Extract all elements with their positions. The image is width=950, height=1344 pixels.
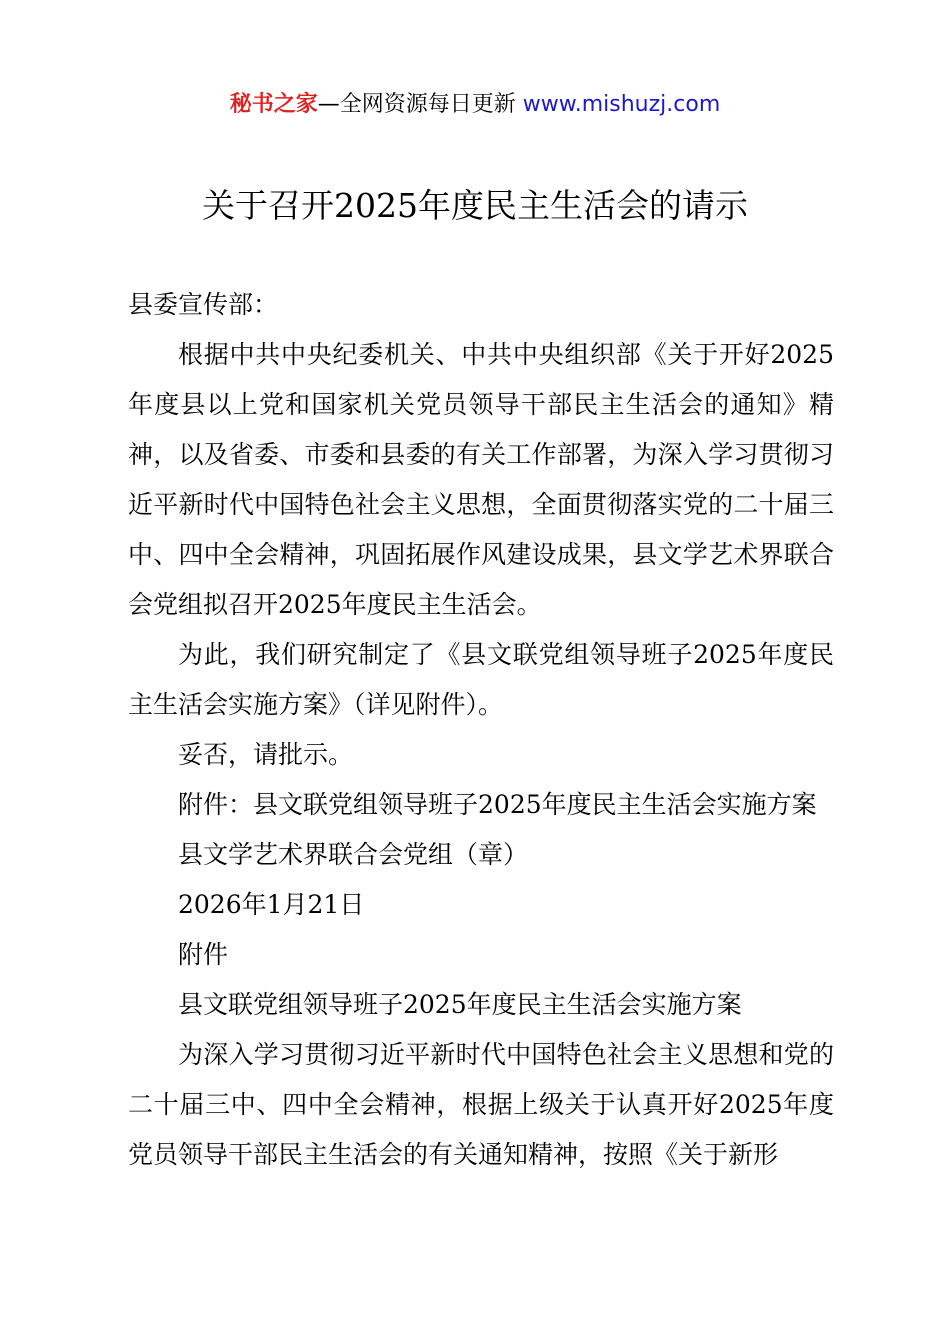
paragraph-request: 妥否，请批示。 <box>178 740 354 769</box>
document-title: 关于召开2025年度民主生活会的请示 <box>202 186 748 225</box>
paragraph-basis: 根据中共中央纪委机关、中共中央组织部《关于开好2025年度县以上党和国家机关党员领导干部民主生活会的通知》精神，以及省委、市委和县委的有关工作部署，为深入学习贯彻习近平新时代中国特色社会主义思想，全面贯彻落实党的二十届三中、四中全会精神，巩固拓展作风建设成果，县文学艺术界联合会党组拟召开2025年度民主生活会。 <box>128 340 834 619</box>
attachment-paragraph: 为深入学习贯彻习近平新时代中国特色社会主义思想和党的二十届三中、四中全会精神，根据上级关于认真开好2025年度党员领导干部民主生活会的有关通知精神，按照《关于新形 <box>128 1040 834 1169</box>
site-brand: 秘书之家 <box>229 92 318 117</box>
site-slogan: —全网资源每日更新 <box>317 92 523 117</box>
salutation: 县委宣传部： <box>128 290 279 319</box>
attachment-title: 县文联党组领导班子2025年度民主生活会实施方案 <box>178 990 742 1019</box>
paragraph-plan: 为此，我们研究制定了《县文联党组领导班子2025年度民主生活会实施方案》（详见附件）。 <box>128 640 834 719</box>
site-url[interactable]: www.mishuzj.com <box>522 92 721 117</box>
attachment-label: 附件 <box>178 940 229 969</box>
document-body <box>128 280 834 1180</box>
site-header <box>0 88 950 122</box>
signature-date: 2026年1月21日 <box>178 890 365 919</box>
attachment-note: 附件：县文联党组领导班子2025年度民主生活会实施方案 <box>178 790 817 819</box>
signature-org: 县文学艺术界联合会党组（章） <box>178 840 529 869</box>
